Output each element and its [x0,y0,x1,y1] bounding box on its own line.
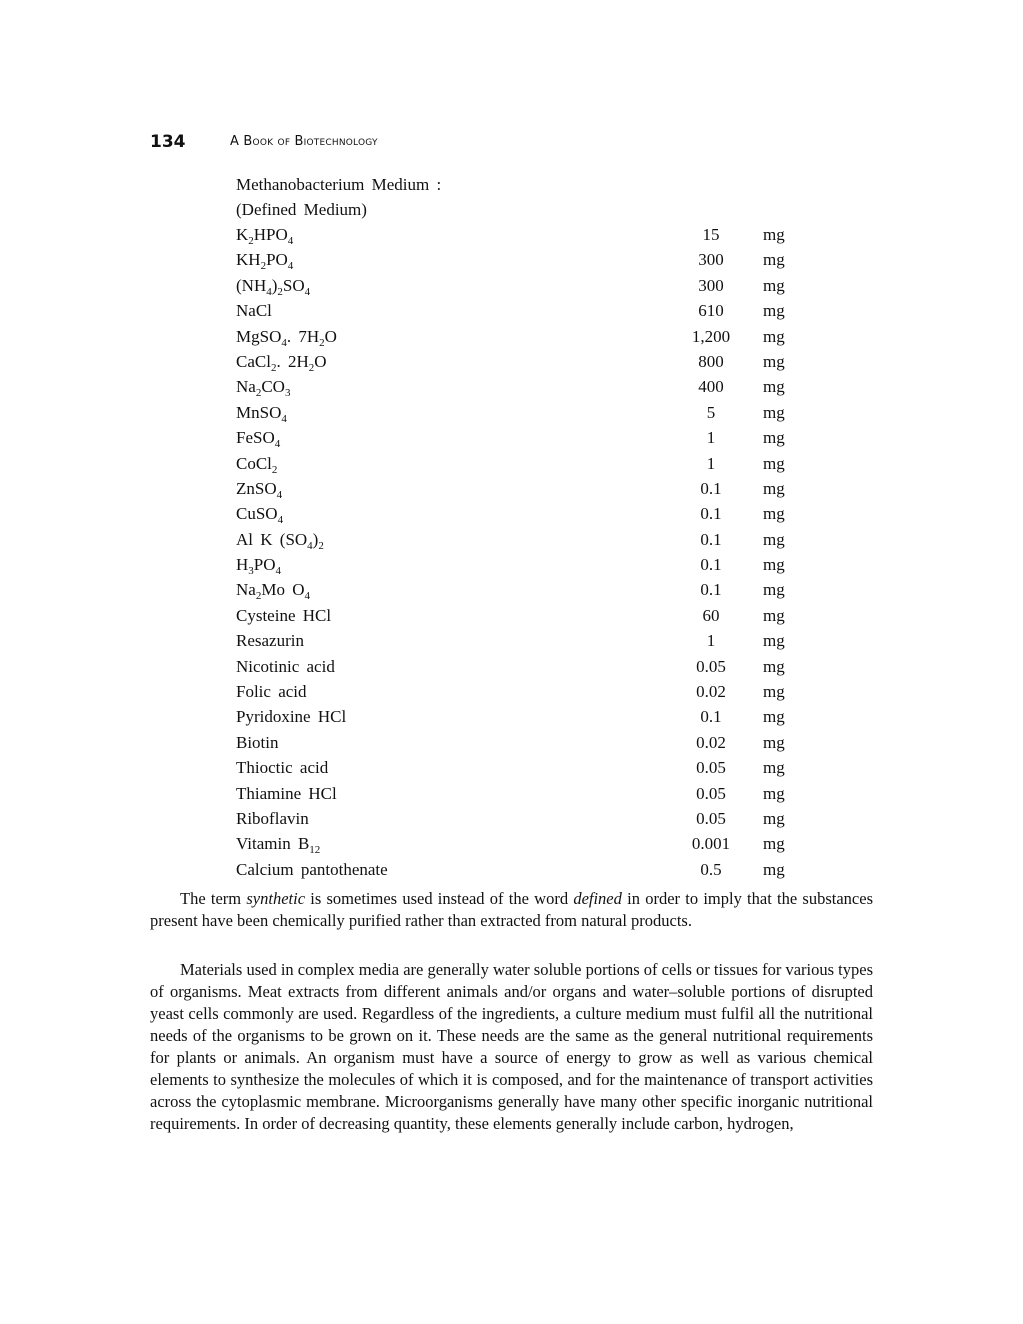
ingredient-unit: mg [763,580,785,600]
ingredient-unit: mg [763,453,785,473]
ingredient-name: MnSO$_4$ [236,402,287,425]
ingredient-amount: 60 [702,605,720,625]
ingredient-row [236,654,796,679]
ingredient-amount: 0.05 [696,808,726,828]
ingredient-amount: 0.5 [700,859,722,879]
page-number: 134 [150,132,186,152]
ingredient-row [236,222,796,247]
ingredient-row [236,831,796,856]
ingredient-row [236,527,796,552]
ingredient-name: Pyridoxine HCl [236,707,347,727]
ingredient-unit: mg [763,326,785,346]
ingredient-name: Calcium pantothenate [236,859,388,879]
ingredient-row [236,476,796,501]
ingredient-name: Vitamin $B_{12}$ [236,834,321,857]
ingredient-row [236,806,796,831]
ingredient-name: CoCl$_2$ [236,453,278,476]
ingredient-row [236,349,796,374]
ingredient-name: $KH_2PO_4$ [236,250,294,273]
medium-title: Methanobacterium Medium : [236,175,442,194]
ingredient-amount: 800 [698,351,724,371]
ingredient-name: Thioctic acid [236,758,329,778]
ingredient-amount: 15 [702,225,720,244]
ingredient-amount: 0.001 [691,834,731,854]
ingredient-row [236,324,796,349]
ingredient-unit: mg [763,732,785,752]
ingredient-unit: mg [763,783,785,803]
ingredient-name: $K_2HPO_4$ [236,225,294,247]
ingredient-unit: mg [763,834,785,854]
ingredient-name: $(NH_4)_2SO_4$ [236,275,311,298]
ingredient-unit: mg [763,250,785,270]
ingredient-name: CuSO$_4$ [236,504,284,527]
ingredient-unit: mg [763,504,785,524]
ingredient-amount: 1 [706,428,716,448]
ingredient-amount: 0.1 [700,580,722,600]
ingredient-unit: mg [763,631,785,651]
ingredient-name: $H_3PO_4$ [236,555,282,578]
ingredient-row [236,273,796,298]
ingredient-row [236,781,796,806]
ingredient-name: Biotin [236,732,279,752]
ingredient-amount: 0.02 [696,732,726,752]
ingredient-unit: mg [763,275,785,295]
ingredient-unit: mg [763,758,785,778]
ingredient-row [236,755,796,780]
ingredient-name: MgSO$_4$. $7H_2O$ [236,326,337,349]
ingredient-row [236,425,796,450]
term-defined: defined [573,889,622,908]
ingredient-name: Thiamine HCl [236,783,337,803]
ingredient-amount: 1 [706,631,716,651]
ingredient-amount: 400 [698,377,724,397]
ingredient-amount: 1 [706,453,716,473]
ingredient-name: Cysteine HCl [236,605,332,625]
ingredient-list [236,222,796,882]
ingredient-unit: mg [763,707,785,727]
ingredient-unit: mg [763,377,785,397]
ingredient-amount: 0.05 [696,758,726,778]
running-title: A Book of Biotechnology [230,134,378,149]
ingredient-unit: mg [763,225,785,244]
ingredient-unit: mg [763,402,785,422]
ingredient-amount: 0.1 [700,478,722,498]
ingredient-amount: 300 [698,275,724,295]
ingredient-amount: 0.1 [700,707,722,727]
ingredient-amount: 1,200 [691,326,731,346]
ingredient-row [236,400,796,425]
ingredient-row [236,730,796,755]
ingredient-name: $Na_2CO_3$ [236,377,291,400]
ingredient-row [236,501,796,526]
ingredient-unit: mg [763,301,785,321]
ingredient-row [236,451,796,476]
paragraph-complex-media: Materials used in complex media are generally water soluble portions of cells or tissues for various types of organisms. Meat extracts from different animals and/or organs and water–soluble portions of disrupted yeast cells commonly are used. Regardless of the ingredients, a culture medium must fulfil all the nutritional needs of the organisms to be grown on it. These needs are the same as the general nutritional requirements for plants or animals. An organism must have a source of energy to grow as well as various chemical elements to synthesize the molecules of which it is composed, and for the maintenance of transport activities across the cytoplasmic membrane. Microorganisms generally have many other specific inorganic nutritional requirements. In order of decreasing quantity, these elements generally include carbon, hydrogen, [150,960,873,1133]
ingredient-row [236,603,796,628]
ingredient-name: Nicotinic acid [236,656,335,676]
ingredient-unit: mg [763,428,785,448]
ingredient-name: Resazurin [236,631,304,651]
ingredient-row [236,374,796,399]
ingredient-row [236,704,796,729]
ingredient-name: Al K $(SO_4)_2$ [236,529,324,552]
ingredient-amount: 300 [698,250,724,270]
page-header [150,132,870,154]
ingredient-row [236,857,796,882]
paragraph-synthetic-term: The term synthetic is sometimes used instead of the word defined in order to imply that the substances present have been chemically purified rather than extracted from natural products. [150,889,874,930]
ingredient-amount: 0.1 [700,529,722,549]
ingredient-row [236,577,796,602]
ingredient-name: ZnSO$_4$ [236,478,283,501]
ingredient-name: Riboflavin [236,808,309,828]
ingredient-amount: 610 [698,301,724,321]
ingredient-unit: mg [763,478,785,498]
ingredient-name: $Na_2Mo$ $O_4$ [236,580,310,603]
ingredient-amount: 0.05 [696,783,726,803]
medium-recipe [236,172,796,882]
ingredient-unit: mg [763,808,785,828]
ingredient-name: FeSO$_4$ [236,428,281,451]
ingredient-unit: mg [763,656,785,676]
ingredient-amount: 5 [706,402,716,422]
ingredient-amount: 0.05 [696,656,726,676]
ingredient-row [236,552,796,577]
ingredient-name: Folic acid [236,682,307,702]
ingredient-amount: 0.02 [696,682,726,702]
ingredient-name: CaCl$_2$. $2H_2O$ [236,351,327,374]
ingredient-row [236,298,796,323]
ingredient-amount: 0.1 [700,555,722,575]
ingredient-row [236,247,796,272]
ingredient-unit: mg [763,529,785,549]
ingredient-unit: mg [763,555,785,575]
ingredient-row [236,628,796,653]
ingredient-name: NaCl [236,301,272,321]
term-synthetic: synthetic [246,889,306,908]
ingredient-unit: mg [763,859,785,879]
ingredient-unit: mg [763,682,785,702]
ingredient-amount: 0.1 [700,504,722,524]
ingredient-unit: mg [763,605,785,625]
ingredient-unit: mg [763,351,785,371]
medium-subtitle: (Defined Medium) [236,200,367,219]
ingredient-row [236,679,796,704]
